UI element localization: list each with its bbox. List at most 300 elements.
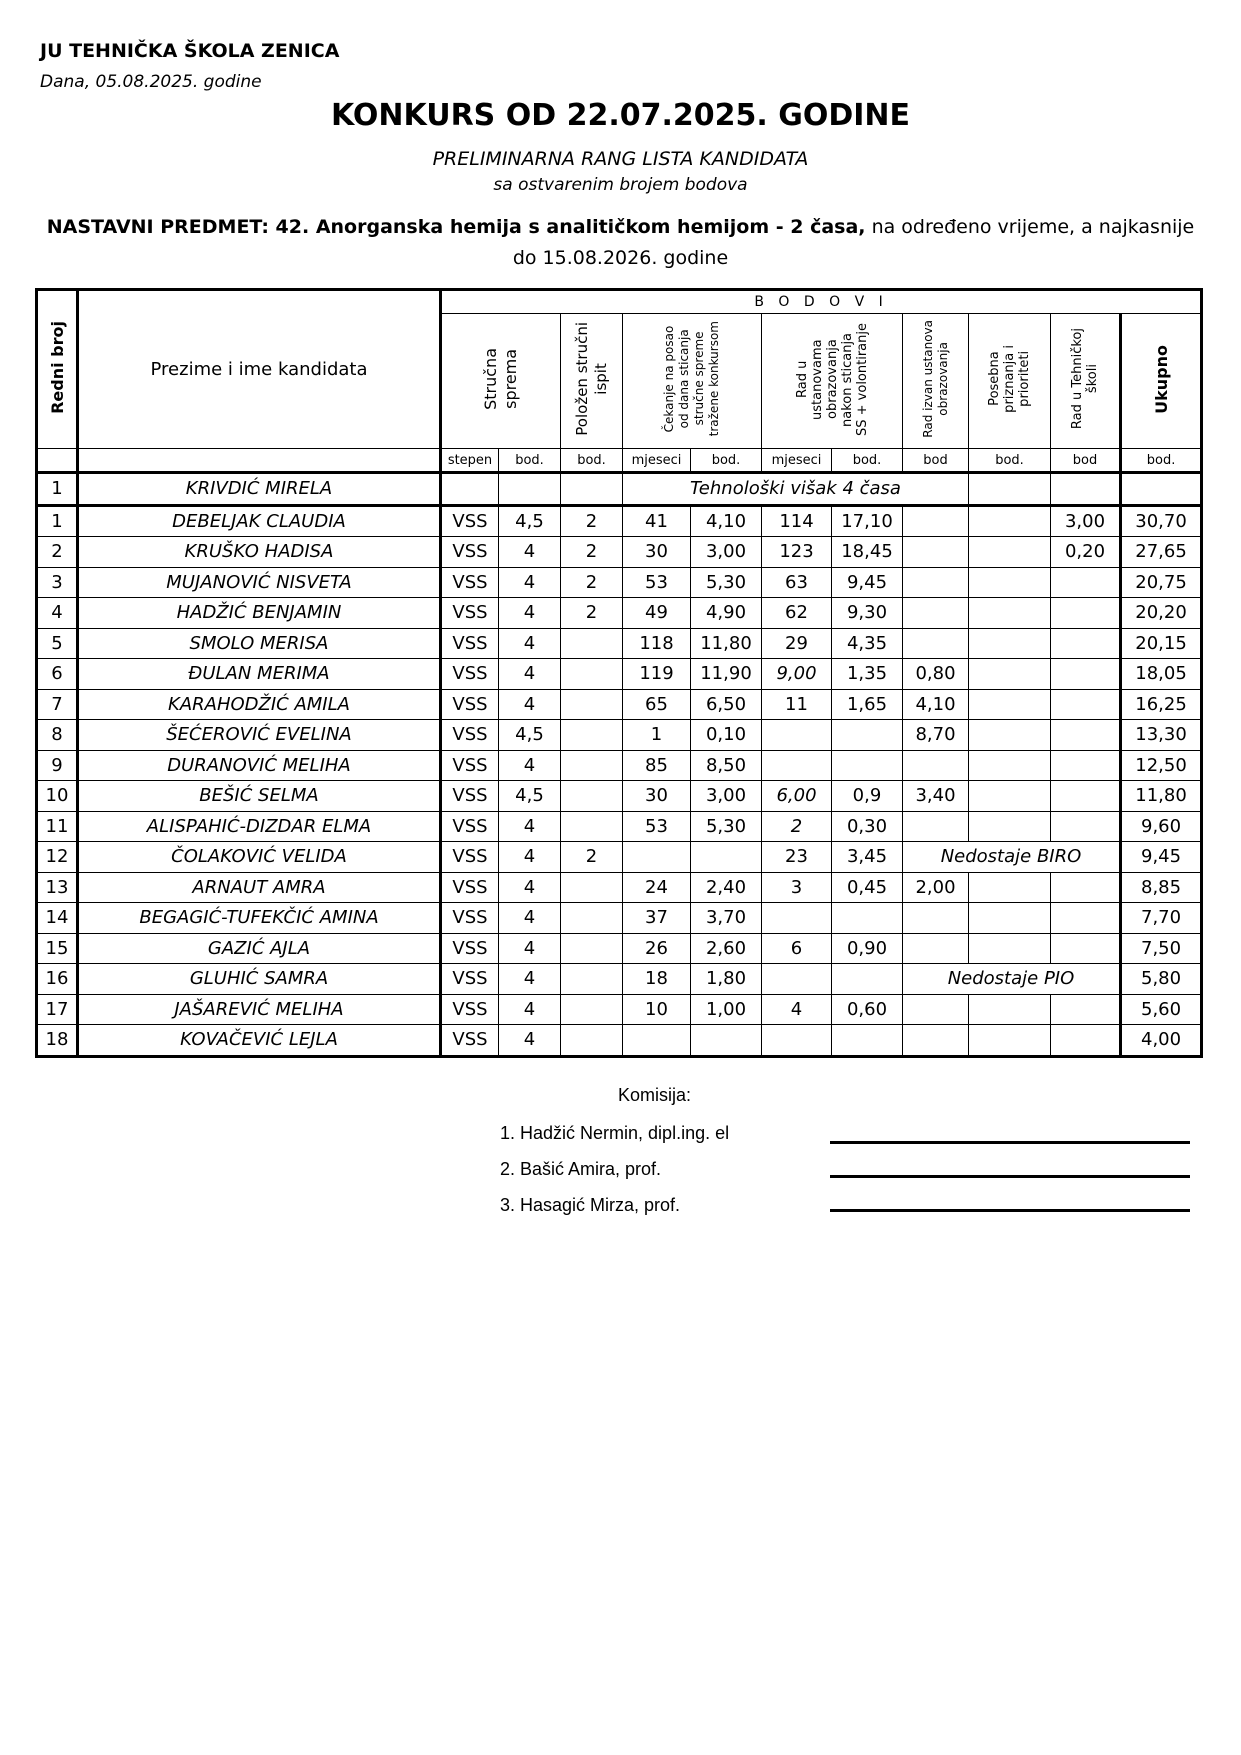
rad-mjeseci-cell: 63	[762, 567, 832, 598]
strucna-stepen-cell: VSS	[441, 659, 499, 690]
cekanje-mjeseci-cell: 53	[623, 811, 691, 842]
cekanje-mjeseci-cell: 30	[623, 781, 691, 812]
rad-tehnicka-header	[1051, 314, 1121, 449]
redni-broj-label: Redni broj	[47, 321, 67, 414]
strucna-stepen-cell: VSS	[441, 505, 499, 537]
table-row	[37, 781, 1202, 812]
cekanje-bod-cell: 3,00	[691, 781, 762, 812]
tehnicka-cell	[1051, 781, 1121, 812]
table-row	[37, 659, 1202, 690]
cekanje-mjeseci-cell	[623, 1025, 691, 1057]
strucna-stepen-cell: VSS	[441, 598, 499, 629]
cekanje-bod-cell: 2,60	[691, 933, 762, 964]
rad-mjeseci-cell	[762, 1025, 832, 1057]
ispit-bod-cell: 2	[561, 537, 623, 568]
candidate-name: ARNAUT AMRA	[78, 872, 441, 903]
row-number: 13	[37, 872, 78, 903]
candidate-name: DEBELJAK CLAUDIA	[78, 505, 441, 537]
ispit-bod-cell: 2	[561, 505, 623, 537]
posebna-cell	[969, 811, 1051, 842]
table-row	[37, 842, 1202, 873]
candidate-name: KRIVDIĆ MIRELA	[78, 473, 441, 506]
rad-bod-cell: 0,45	[832, 872, 903, 903]
total-cell: 12,50	[1121, 750, 1202, 781]
tehnicka-cell	[1051, 811, 1121, 842]
unit-empty	[78, 449, 441, 473]
unit-cell: mjeseci	[623, 449, 691, 473]
table-body	[37, 473, 1202, 1057]
unit-cell: bod	[1051, 449, 1121, 473]
candidate-name: ČOLAKOVIĆ VELIDA	[78, 842, 441, 873]
missing-note: Nedostaje PIO	[903, 964, 1121, 995]
candidate-name: KOVAČEVIĆ LEJLA	[78, 1025, 441, 1057]
candidate-name: BEŠIĆ SELMA	[78, 781, 441, 812]
posebna-cell	[969, 537, 1051, 568]
ispit-bod-cell	[561, 781, 623, 812]
cekanje-bod-cell: 3,00	[691, 537, 762, 568]
rad-izvan-cell	[903, 505, 969, 537]
rad-bod-cell	[832, 903, 903, 934]
row-number: 10	[37, 781, 78, 812]
ispit-bod-cell	[561, 720, 623, 751]
rad-bod-cell	[832, 964, 903, 995]
strucna-bod-cell: 4	[499, 964, 561, 995]
polozen-ispit-header	[561, 314, 623, 449]
posebna-cell	[969, 872, 1051, 903]
rad-izvan-cell	[903, 750, 969, 781]
tehnicka-cell	[1051, 994, 1121, 1025]
cekanje-bod-cell	[691, 842, 762, 873]
total-cell: 5,60	[1121, 994, 1202, 1025]
candidate-name: BEGAGIĆ-TUFEKČIĆ AMINA	[78, 903, 441, 934]
strucna-stepen-cell: VSS	[441, 994, 499, 1025]
candidate-name: GAZIĆ AJLA	[78, 933, 441, 964]
total-cell: 18,05	[1121, 659, 1202, 690]
cekanje-mjeseci-cell: 26	[623, 933, 691, 964]
rad-izvan-cell	[903, 628, 969, 659]
posebna-cell	[969, 659, 1051, 690]
rad-izvan-cell	[903, 567, 969, 598]
rad-bod-cell: 17,10	[832, 505, 903, 537]
commission-title: Komisija:	[618, 1085, 692, 1105]
cekanje-bod-cell: 1,80	[691, 964, 762, 995]
row-number: 6	[37, 659, 78, 690]
unit-cell: bod	[903, 449, 969, 473]
cekanje-mjeseci-cell	[623, 842, 691, 873]
strucna-sprema-header	[441, 314, 561, 449]
total-cell: 4,00	[1121, 1025, 1202, 1057]
strucna-stepen-cell: VSS	[441, 750, 499, 781]
rad-bod-cell: 1,65	[832, 689, 903, 720]
ranking-table	[35, 288, 1203, 1058]
cekanje-mjeseci-cell: 85	[623, 750, 691, 781]
strucna-stepen-cell: VSS	[441, 689, 499, 720]
table-row	[37, 598, 1202, 629]
page-title: KONKURS OD 22.07.2025. GODINE	[330, 98, 910, 133]
rad-u-ustanovama-header	[762, 314, 903, 449]
strucna-stepen-cell: VSS	[441, 842, 499, 873]
table-row	[37, 872, 1202, 903]
tehnicka-cell	[1051, 1025, 1121, 1057]
rad-izvan-cell	[903, 994, 969, 1025]
rad-mjeseci-cell	[762, 750, 832, 781]
tehnicka-cell	[1051, 598, 1121, 629]
total-cell: 16,25	[1121, 689, 1202, 720]
table-row	[37, 750, 1202, 781]
total-cell: 7,50	[1121, 933, 1202, 964]
cekanje-bod-cell: 4,90	[691, 598, 762, 629]
posebna-cell	[969, 1025, 1051, 1057]
rad-mjeseci-cell: 29	[762, 628, 832, 659]
row-number: 2	[37, 537, 78, 568]
unit-cell: stepen	[441, 449, 499, 473]
ispit-bod-cell: 2	[561, 567, 623, 598]
cekanje-bod-cell: 8,50	[691, 750, 762, 781]
table-row	[37, 567, 1202, 598]
strucna-bod-cell: 4	[499, 811, 561, 842]
rad-bod-cell	[832, 1025, 903, 1057]
missing-note: Nedostaje BIRO	[903, 842, 1121, 873]
strucna-bod-cell: 4	[499, 842, 561, 873]
document-date: Dana, 05.08.2025. godine	[40, 72, 262, 92]
candidate-name: ALISPAHIĆ-DIZDAR ELMA	[78, 811, 441, 842]
rad-mjeseci-cell: 62	[762, 598, 832, 629]
rad-bod-cell: 0,90	[832, 933, 903, 964]
table-row	[37, 933, 1202, 964]
tehnicka-cell: 0,20	[1051, 537, 1121, 568]
candidate-name: ŠEĆEROVIĆ EVELINA	[78, 720, 441, 751]
redni-broj-header	[37, 290, 78, 449]
tehnicka-cell	[1051, 689, 1121, 720]
strucna-stepen-cell: VSS	[441, 964, 499, 995]
empty-cell	[1121, 473, 1202, 506]
rad-izvan-cell: 8,70	[903, 720, 969, 751]
cekanje-bod-cell: 4,10	[691, 505, 762, 537]
unit-cell: bod.	[969, 449, 1051, 473]
cekanje-bod-cell: 3,70	[691, 903, 762, 934]
table-row	[37, 1025, 1202, 1057]
row-number: 11	[37, 811, 78, 842]
rad-tehnicka-label: Rad u Tehničkoj školi	[1070, 328, 1100, 430]
cekanje-bod-cell: 11,90	[691, 659, 762, 690]
posebna-priznanja-label: Posebna priznanja i prioriteti	[987, 345, 1032, 413]
rad-mjeseci-cell: 4	[762, 994, 832, 1025]
cekanje-mjeseci-cell: 65	[623, 689, 691, 720]
strucna-bod-cell: 4	[499, 1025, 561, 1057]
rad-mjeseci-cell: 6,00	[762, 781, 832, 812]
posebna-cell	[969, 994, 1051, 1025]
tehnicka-cell	[1051, 750, 1121, 781]
strucna-stepen-cell: VSS	[441, 567, 499, 598]
ukupno-header	[1121, 314, 1202, 449]
table-row	[37, 720, 1202, 751]
strucna-bod-cell: 4	[499, 872, 561, 903]
table-row	[37, 994, 1202, 1025]
tehnicka-cell	[1051, 628, 1121, 659]
cekanje-bod-cell	[691, 1025, 762, 1057]
strucna-stepen-cell: VSS	[441, 933, 499, 964]
rad-izvan-cell: 2,00	[903, 872, 969, 903]
tehnicka-cell	[1051, 720, 1121, 751]
empty-cell	[441, 473, 499, 506]
posebna-priznanja-header	[969, 314, 1051, 449]
total-cell: 9,60	[1121, 811, 1202, 842]
cekanje-bod-cell: 11,80	[691, 628, 762, 659]
tehnicka-cell	[1051, 903, 1121, 934]
tehnicka-cell	[1051, 659, 1121, 690]
strucna-stepen-cell: VSS	[441, 720, 499, 751]
posebna-cell	[969, 903, 1051, 934]
posebna-cell	[969, 628, 1051, 659]
ispit-bod-cell	[561, 659, 623, 690]
unit-cell: bod.	[561, 449, 623, 473]
strucna-bod-cell: 4	[499, 750, 561, 781]
candidate-name: ĐULAN MERIMA	[78, 659, 441, 690]
row-number: 16	[37, 964, 78, 995]
total-cell: 11,80	[1121, 781, 1202, 812]
strucna-bod-cell: 4	[499, 567, 561, 598]
strucna-stepen-cell: VSS	[441, 1025, 499, 1057]
ukupno-label: Ukupno	[1151, 344, 1171, 414]
rad-mjeseci-cell	[762, 903, 832, 934]
rad-izvan-cell: 3,40	[903, 781, 969, 812]
tehnicka-cell	[1051, 872, 1121, 903]
candidate-name: KRUŠKO HADISA	[78, 537, 441, 568]
posebna-cell	[969, 750, 1051, 781]
table-row	[37, 537, 1202, 568]
page-subtitle-note: sa ostvarenim brojem bodova	[493, 175, 748, 195]
strucna-stepen-cell: VSS	[441, 811, 499, 842]
ispit-bod-cell	[561, 994, 623, 1025]
row-number: 9	[37, 750, 78, 781]
rad-bod-cell: 3,45	[832, 842, 903, 873]
rad-mjeseci-cell: 6	[762, 933, 832, 964]
rad-mjeseci-cell	[762, 720, 832, 751]
table-row	[37, 964, 1202, 995]
unit-cell: bod.	[499, 449, 561, 473]
strucna-bod-cell: 4,5	[499, 505, 561, 537]
strucna-sprema-label: Stručna sprema	[481, 348, 520, 410]
cekanje-mjeseci-cell: 24	[623, 872, 691, 903]
total-cell: 7,70	[1121, 903, 1202, 934]
rad-bod-cell: 0,30	[832, 811, 903, 842]
cekanje-mjeseci-cell: 37	[623, 903, 691, 934]
rad-mjeseci-cell	[762, 964, 832, 995]
row-number: 17	[37, 994, 78, 1025]
cekanje-bod-cell: 5,30	[691, 811, 762, 842]
table-row	[37, 811, 1202, 842]
table-row	[37, 689, 1202, 720]
row-number: 5	[37, 628, 78, 659]
rad-bod-cell: 1,35	[832, 659, 903, 690]
rad-izvan-cell	[903, 537, 969, 568]
table-row	[37, 903, 1202, 934]
cekanje-mjeseci-cell: 10	[623, 994, 691, 1025]
strucna-bod-cell: 4,5	[499, 781, 561, 812]
total-cell: 27,65	[1121, 537, 1202, 568]
strucna-bod-cell: 4	[499, 598, 561, 629]
rad-izvan-cell	[903, 1025, 969, 1057]
strucna-bod-cell: 4	[499, 689, 561, 720]
ispit-bod-cell	[561, 689, 623, 720]
posebna-cell	[969, 781, 1051, 812]
unit-cell: mjeseci	[762, 449, 832, 473]
strucna-stepen-cell: VSS	[441, 537, 499, 568]
ispit-bod-cell	[561, 750, 623, 781]
rad-mjeseci-cell: 23	[762, 842, 832, 873]
rad-u-ustanovama-label: Rad u ustanovama obrazovanja nakon sticanja SS + volontiranje	[794, 322, 870, 436]
cekanje-label: Čekanje na posao od dana sticanja stručne spreme tražene konkursom	[662, 321, 721, 437]
rad-bod-cell: 9,30	[832, 598, 903, 629]
surplus-row	[37, 473, 1202, 506]
ispit-bod-cell	[561, 903, 623, 934]
tehnicka-cell: 3,00	[1051, 505, 1121, 537]
page-subtitle: PRELIMINARNA RANG LISTA KANDIDATA	[432, 148, 809, 170]
row-number: 12	[37, 842, 78, 873]
school-name: JU TEHNIČKA ŠKOLA ZENICA	[40, 40, 340, 62]
rad-bod-cell: 0,9	[832, 781, 903, 812]
candidate-name: KARAHODŽIĆ AMILA	[78, 689, 441, 720]
unit-cell: bod.	[1121, 449, 1202, 473]
cekanje-mjeseci-cell: 18	[623, 964, 691, 995]
posebna-cell	[969, 720, 1051, 751]
cekanje-mjeseci-cell: 49	[623, 598, 691, 629]
strucna-bod-cell: 4	[499, 628, 561, 659]
rad-bod-cell: 4,35	[832, 628, 903, 659]
ispit-bod-cell	[561, 964, 623, 995]
cekanje-bod-cell: 6,50	[691, 689, 762, 720]
rad-mjeseci-cell: 2	[762, 811, 832, 842]
cekanje-mjeseci-cell: 1	[623, 720, 691, 751]
ispit-bod-cell: 2	[561, 598, 623, 629]
rad-mjeseci-cell: 9,00	[762, 659, 832, 690]
rad-mjeseci-cell: 3	[762, 872, 832, 903]
commission-member: 2. Bašić Amira, prof.	[500, 1159, 662, 1179]
total-cell: 20,20	[1121, 598, 1202, 629]
subject-rest: na određeno vrijeme, a najkasnije do 15.08.2026. godine	[512, 216, 1195, 269]
cekanje-mjeseci-cell: 119	[623, 659, 691, 690]
rad-izvan-cell	[903, 811, 969, 842]
total-cell: 13,30	[1121, 720, 1202, 751]
row-number: 14	[37, 903, 78, 934]
empty-cell	[1051, 473, 1121, 506]
commission-member: 1. Hadžić Nermin, dipl.ing. el	[500, 1123, 730, 1143]
subject-bold: NASTAVNI PREDMET: 42. Anorganska hemija s analitičkom hemijom - 2 časa,	[46, 216, 866, 238]
row-number: 1	[37, 505, 78, 537]
tehnicka-cell	[1051, 567, 1121, 598]
strucna-stepen-cell: VSS	[441, 903, 499, 934]
row-number: 8	[37, 720, 78, 751]
rad-mjeseci-cell: 123	[762, 537, 832, 568]
unit-cell: bod.	[691, 449, 762, 473]
ispit-bod-cell	[561, 1025, 623, 1057]
posebna-cell	[969, 505, 1051, 537]
empty-cell	[561, 473, 623, 506]
rad-mjeseci-cell: 11	[762, 689, 832, 720]
strucna-stepen-cell: VSS	[441, 628, 499, 659]
ispit-bod-cell	[561, 628, 623, 659]
ispit-bod-cell	[561, 933, 623, 964]
strucna-stepen-cell: VSS	[441, 781, 499, 812]
candidate-name: HADŽIĆ BENJAMIN	[78, 598, 441, 629]
candidate-name: MUJANOVIĆ NISVETA	[78, 567, 441, 598]
row-number: 1	[37, 473, 78, 506]
candidate-name: JAŠAREVIĆ MELIHA	[78, 994, 441, 1025]
signature-line	[830, 1175, 1190, 1178]
cekanje-bod-cell: 0,10	[691, 720, 762, 751]
candidate-name-header: Prezime i ime kandidata	[78, 290, 441, 449]
strucna-stepen-cell: VSS	[441, 872, 499, 903]
cekanje-bod-cell: 2,40	[691, 872, 762, 903]
total-cell: 30,70	[1121, 505, 1202, 537]
row-number: 7	[37, 689, 78, 720]
posebna-cell	[969, 567, 1051, 598]
strucna-bod-cell: 4	[499, 994, 561, 1025]
cekanje-mjeseci-cell: 30	[623, 537, 691, 568]
candidate-name: DURANOVIĆ MELIHA	[78, 750, 441, 781]
rad-bod-cell	[832, 720, 903, 751]
cekanje-mjeseci-cell: 41	[623, 505, 691, 537]
strucna-bod-cell: 4	[499, 933, 561, 964]
rad-izvan-cell: 4,10	[903, 689, 969, 720]
rad-izvan-label: Rad izvan ustanova obrazovanja	[920, 320, 950, 438]
total-cell: 20,15	[1121, 628, 1202, 659]
rad-izvan-cell	[903, 598, 969, 629]
signature-line	[830, 1141, 1190, 1144]
commission-member: 3. Hasagić Mirza, prof.	[500, 1195, 681, 1215]
table-row	[37, 628, 1202, 659]
cekanje-mjeseci-cell: 53	[623, 567, 691, 598]
ispit-bod-cell	[561, 872, 623, 903]
signature-line	[830, 1209, 1190, 1212]
posebna-cell	[969, 598, 1051, 629]
posebna-cell	[969, 933, 1051, 964]
cekanje-bod-cell: 1,00	[691, 994, 762, 1025]
cekanje-mjeseci-cell: 118	[623, 628, 691, 659]
rad-izvan-cell: 0,80	[903, 659, 969, 690]
empty-cell	[969, 473, 1051, 506]
row-number: 4	[37, 598, 78, 629]
polozen-ispit-label: Položen stručni ispit	[572, 322, 610, 436]
candidate-name: SMOLO MERISA	[78, 628, 441, 659]
total-cell: 9,45	[1121, 842, 1202, 873]
surplus-note: Tehnološki višak 4 časa	[623, 473, 969, 506]
row-number: 3	[37, 567, 78, 598]
candidate-name: GLUHIĆ SAMRA	[78, 964, 441, 995]
rad-izvan-cell	[903, 933, 969, 964]
rad-bod-cell: 9,45	[832, 567, 903, 598]
tehnicka-cell	[1051, 933, 1121, 964]
strucna-bod-cell: 4	[499, 537, 561, 568]
ispit-bod-cell	[561, 811, 623, 842]
cekanje-header	[623, 314, 762, 449]
bodovi-header: B O D O V I	[441, 290, 1202, 314]
strucna-bod-cell: 4	[499, 903, 561, 934]
strucna-bod-cell: 4	[499, 659, 561, 690]
rad-mjeseci-cell: 114	[762, 505, 832, 537]
posebna-cell	[969, 689, 1051, 720]
total-cell: 5,80	[1121, 964, 1202, 995]
strucna-bod-cell: 4,5	[499, 720, 561, 751]
total-cell: 20,75	[1121, 567, 1202, 598]
subject-line	[40, 212, 1201, 274]
empty-cell	[499, 473, 561, 506]
rad-bod-cell: 18,45	[832, 537, 903, 568]
unit-empty	[37, 449, 78, 473]
rad-izvan-cell	[903, 903, 969, 934]
table-row	[37, 505, 1202, 537]
rad-bod-cell	[832, 750, 903, 781]
